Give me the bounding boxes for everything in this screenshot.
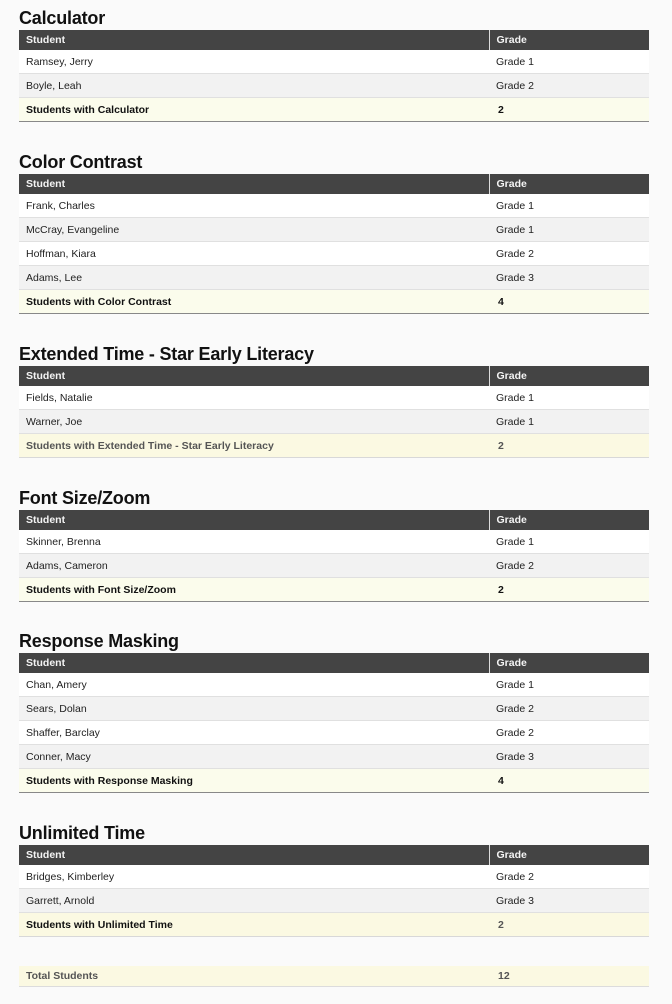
student-grade: Grade 2 (489, 697, 649, 721)
section-unlimited-time (19, 821, 649, 937)
student-table (19, 30, 649, 122)
summary-row (19, 434, 649, 458)
table-row (19, 50, 649, 74)
table-row (19, 410, 649, 434)
table-row (19, 242, 649, 266)
student-name: Bridges, Kimberley (19, 865, 489, 889)
student-name: Ramsey, Jerry (19, 50, 489, 74)
table-row (19, 266, 649, 290)
student-name: Chan, Amery (19, 673, 489, 697)
summary-label: Students with Calculator (19, 98, 489, 122)
table-row (19, 721, 649, 745)
summary-label: Students with Extended Time - Star Early Literacy (19, 434, 489, 458)
student-column-header[interactable]: Student (19, 845, 489, 865)
summary-label: Students with Unlimited Time (19, 913, 489, 937)
summary-row (19, 913, 649, 937)
grade-column-header[interactable]: Grade (489, 366, 649, 386)
grade-column-header[interactable]: Grade (489, 510, 649, 530)
student-column-header[interactable]: Student (19, 30, 489, 50)
section-extended-time (19, 342, 649, 458)
section-title: Response Masking (19, 631, 179, 651)
summary-row (19, 578, 649, 602)
table-header (19, 174, 649, 194)
table-row (19, 673, 649, 697)
student-name: Adams, Cameron (19, 554, 489, 578)
student-name: Sears, Dolan (19, 697, 489, 721)
student-table (19, 174, 649, 314)
student-column-header[interactable]: Student (19, 653, 489, 673)
table-header (19, 30, 649, 50)
summary-label: Students with Color Contrast (19, 290, 489, 314)
table-row (19, 865, 649, 889)
table-row (19, 194, 649, 218)
student-grade: Grade 3 (489, 889, 649, 913)
section-font-size-zoom (19, 486, 649, 602)
student-grade: Grade 3 (489, 266, 649, 290)
student-column-header[interactable]: Student (19, 366, 489, 386)
table-header (19, 366, 649, 386)
student-name: Conner, Macy (19, 745, 489, 769)
student-grade: Grade 1 (489, 50, 649, 74)
table-row (19, 554, 649, 578)
student-grade: Grade 1 (489, 530, 649, 554)
student-table (19, 653, 649, 793)
student-column-header[interactable]: Student (19, 174, 489, 194)
section-title: Calculator (19, 8, 106, 28)
student-name: Skinner, Brenna (19, 530, 489, 554)
table-row (19, 889, 649, 913)
student-name: Shaffer, Barclay (19, 721, 489, 745)
student-name: Fields, Natalie (19, 386, 489, 410)
table-row (19, 74, 649, 98)
student-table (19, 845, 649, 937)
summary-row (19, 290, 649, 314)
student-grade: Grade 2 (489, 721, 649, 745)
table-header (19, 845, 649, 865)
student-name: Boyle, Leah (19, 74, 489, 98)
grade-column-header[interactable]: Grade (489, 30, 649, 50)
student-name: McCray, Evangeline (19, 218, 489, 242)
student-table (19, 510, 649, 602)
student-grade: Grade 1 (489, 218, 649, 242)
student-grade: Grade 2 (489, 554, 649, 578)
table-row (19, 530, 649, 554)
student-grade: Grade 2 (489, 865, 649, 889)
total-count: 12 (489, 966, 649, 987)
total-students (19, 966, 649, 987)
student-column-header[interactable]: Student (19, 510, 489, 530)
summary-count: 4 (489, 769, 649, 793)
summary-count: 2 (489, 434, 649, 458)
grade-column-header[interactable]: Grade (489, 653, 649, 673)
section-title: Color Contrast (19, 152, 143, 172)
student-grade: Grade 2 (489, 74, 649, 98)
table-header (19, 510, 649, 530)
student-table (19, 366, 649, 458)
section-title: Extended Time - Star Early Literacy (19, 344, 314, 364)
summary-count: 4 (489, 290, 649, 314)
summary-label: Students with Font Size/Zoom (19, 578, 489, 602)
student-grade: Grade 1 (489, 386, 649, 410)
section-response-masking (19, 629, 649, 793)
total-row (19, 966, 649, 987)
section-calculator (19, 6, 649, 122)
total-label: Total Students (19, 966, 489, 987)
student-name: Hoffman, Kiara (19, 242, 489, 266)
student-grade: Grade 3 (489, 745, 649, 769)
table-row (19, 386, 649, 410)
student-name: Frank, Charles (19, 194, 489, 218)
summary-label: Students with Response Masking (19, 769, 489, 793)
table-header (19, 653, 649, 673)
table-row (19, 697, 649, 721)
student-grade: Grade 2 (489, 242, 649, 266)
summary-row (19, 769, 649, 793)
student-name: Garrett, Arnold (19, 889, 489, 913)
section-title: Unlimited Time (19, 823, 145, 843)
student-grade: Grade 1 (489, 673, 649, 697)
grade-column-header[interactable]: Grade (489, 845, 649, 865)
table-row (19, 745, 649, 769)
summary-count: 2 (489, 913, 649, 937)
section-color-contrast (19, 150, 649, 314)
student-name: Warner, Joe (19, 410, 489, 434)
summary-count: 2 (489, 98, 649, 122)
summary-row (19, 98, 649, 122)
summary-count: 2 (489, 578, 649, 602)
student-grade: Grade 1 (489, 410, 649, 434)
student-grade: Grade 1 (489, 194, 649, 218)
grade-column-header[interactable]: Grade (489, 174, 649, 194)
table-row (19, 218, 649, 242)
total-table (19, 966, 649, 987)
student-name: Adams, Lee (19, 266, 489, 290)
section-title: Font Size/Zoom (19, 488, 151, 508)
